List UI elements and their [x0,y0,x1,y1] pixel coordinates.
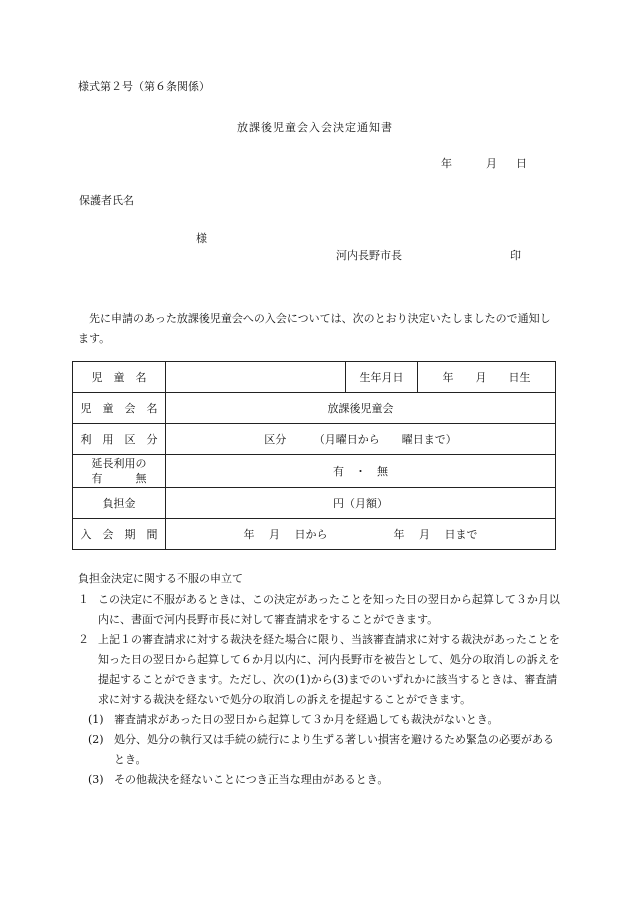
table-row [73,519,556,550]
subitem-text: 審査請求があった日の翌日から起算して３か月を経過しても裁決がないとき。 [114,713,499,726]
fee-label: 負担金 [73,488,166,519]
form-number: 様式第２号（第６条関係） [78,80,210,93]
document-title: 放課後児童会入会決定通知書 [237,121,393,134]
seal-mark: 印 [510,249,521,262]
item-number: １ [78,593,89,606]
item-text: 上記１の審査請求に対する裁決を経た場合に限り、当該審査請求に対する裁決があったことを知った日の翌日から起算して６か月以内に、河内長野市を被告として、処分の取消しの訴えを提起することができます。ただし、次の(1)から(3)までのいずれかに該当するときは、審査請求に対する裁決を経ないで処分の取消しの訴えを提起することができます。 [98,633,560,706]
appeal-heading: 負担金決定に関する不服の申立て [78,572,243,585]
list-item [78,590,560,630]
club-label: 児 童 会 名 [73,393,166,424]
period-value: 年 月 日から 年 月 日まで [166,519,556,550]
appeal-notes [78,569,560,790]
extension-label-line2: 有 無 [91,472,147,485]
club-value: 放課後児童会 [166,393,556,424]
table-row [73,455,556,488]
child-name-value [166,362,346,393]
subitem-text: その他裁決を経ないことにつき正当な理由があるとき。 [114,773,389,786]
table-row [73,424,556,455]
date-month: 月 [486,157,497,170]
extension-label-line1: 延長利用の [91,457,147,470]
subitem-text: 処分、処分の執行又は手続の続行により生ずる著しい損害を避けるため緊急の必要があるとき。 [114,733,554,766]
list-item [78,710,560,730]
birth-value: 年 月 日生 [418,362,556,393]
subitem-number: (2) [88,733,104,746]
subitem-number: (1) [88,713,104,726]
info-table [72,361,556,550]
guardian-name-label: 保護者氏名 [79,194,134,207]
table-row [73,488,556,519]
subitem-number: (3) [88,773,104,786]
item-text: この決定に不服があるときは、この決定があったことを知った日の翌日から起算して３か月以内に、書面で河内長野市長に対して審査請求をすることができます。 [98,593,560,626]
honorific: 様 [196,232,207,245]
period-label: 入 会 期 間 [73,519,166,550]
fee-value: 円（月額） [166,488,556,519]
date-year: 年 [441,157,452,170]
usage-value: 区分 （月曜日から 曜日まで） [166,424,556,455]
extension-value: 有 ・ 無 [166,455,556,488]
birth-label: 生年月日 [346,362,418,393]
issuer: 河内長野市長 [336,249,402,262]
extension-label [73,455,166,488]
list-item [78,730,560,770]
list-item [78,630,560,710]
table-row [73,362,556,393]
intro-paragraph: 先に申請のあった放課後児童会への入会については、次のとおり決定いたしましたので通知します。 [78,312,551,345]
date-line [441,157,527,171]
list-item [78,770,560,790]
table-row [73,393,556,424]
child-name-label: 児 童 名 [73,362,166,393]
date-day: 日 [516,157,527,170]
item-number: ２ [78,633,89,646]
usage-label: 利 用 区 分 [73,424,166,455]
